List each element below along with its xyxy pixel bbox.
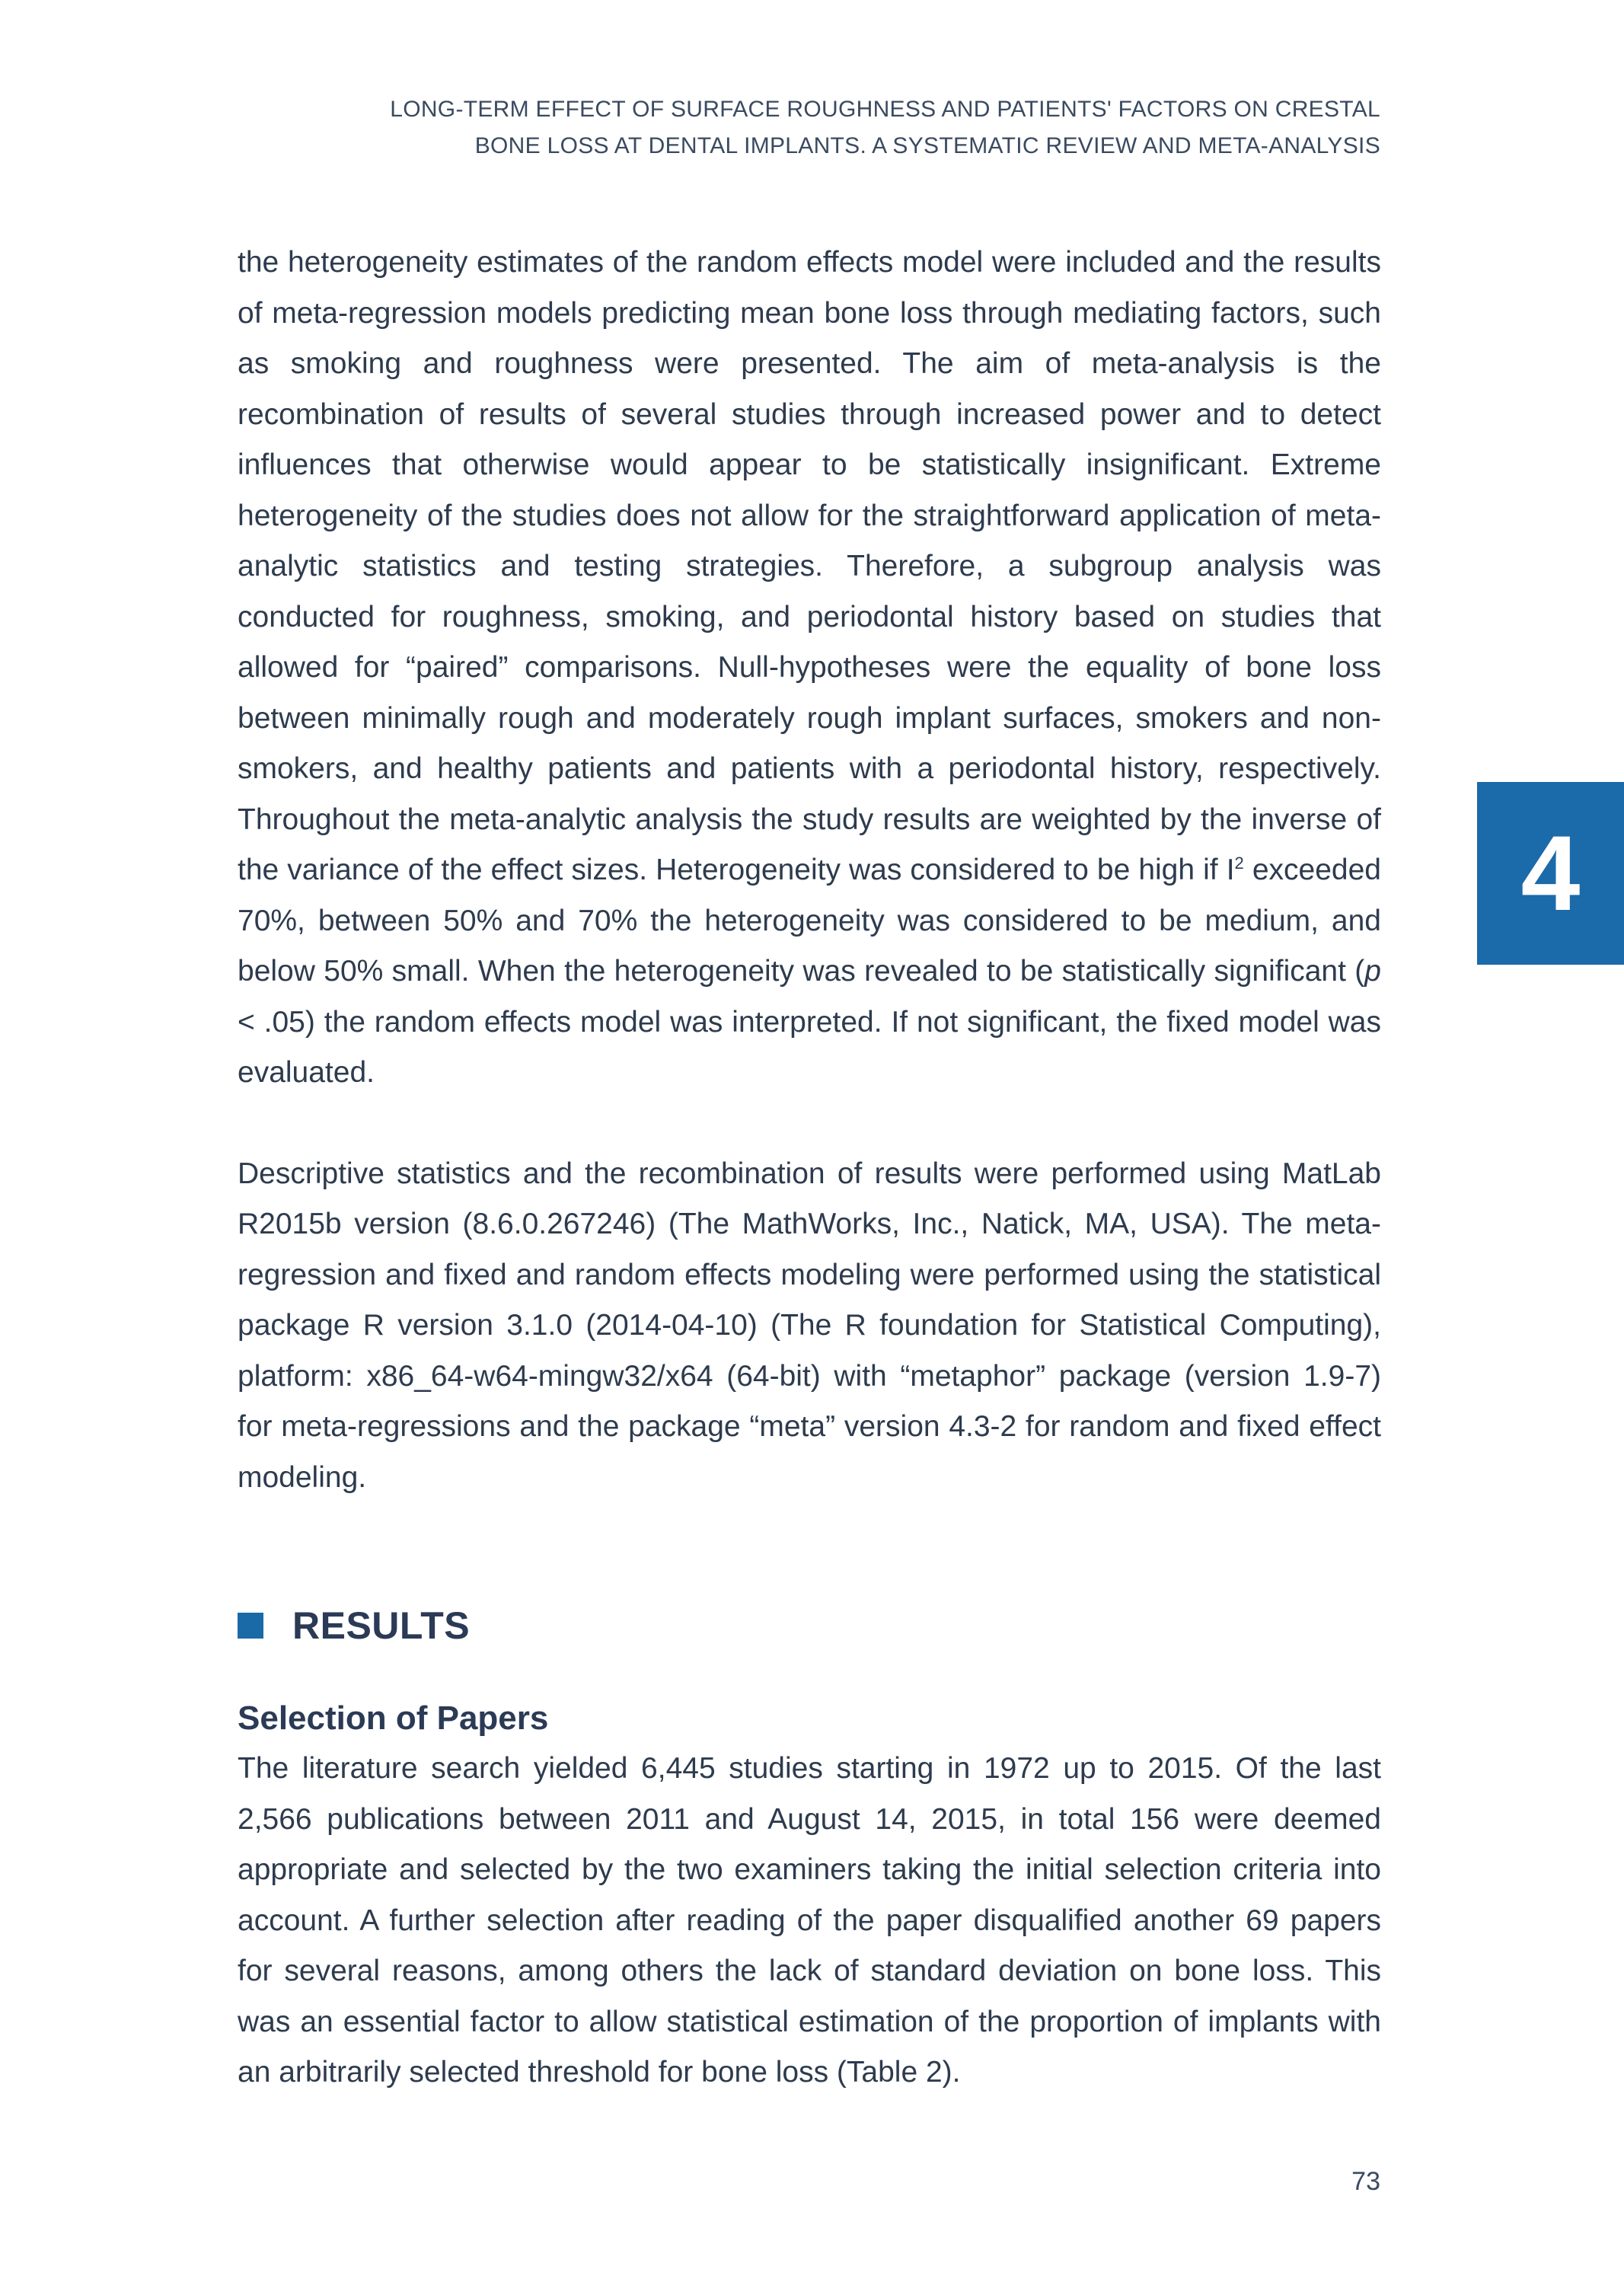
paragraph-methods-heterogeneity [238,238,1381,1099]
superscript-2: 2 [1234,854,1244,873]
running-header [162,91,1380,164]
paragraph-text: exceeded 70%, between 50% and 70% the heterogeneity was considered to be medium, and below 50% small. When the heterogeneity was revealed to be statistically significant ( [238,854,1381,988]
page-content [238,238,1381,2098]
page-number: 73 [1351,2167,1380,2196]
chapter-tab [1477,782,1624,965]
paragraph-methods-software: Descriptive statistics and the recombination of results were performed using MatLab R2015b version (8.6.0.267246) (The MathWorks, Inc., Natick, MA, USA). The meta-regression and fixed and random effects modeling were performed using the statistical package R version 3.1.0 (2014-04-10) (The R foundation for Statistical Computing), platform: x86_64-w64-mingw32/x64 (64-bit) with “metaphor” package (version 1.9-7) for meta-regressions and the package “meta” version 4.3-2 for random and fixed effect modeling. [238,1157,1381,1494]
paragraph-text: < .05) the random effects model was interpreted. If not significant, the fixed model was evaluated. [238,1005,1381,1089]
section-title: RESULTS [292,1604,471,1647]
italic-p: p [1364,955,1381,988]
running-header-line-2: BONE LOSS AT DENTAL IMPLANTS. A SYSTEMATIC REVIEW AND META-ANALYSIS [474,133,1380,158]
square-bullet-icon [238,1613,263,1639]
subheading-selection-of-papers: Selection of Papers [238,1699,549,1737]
chapter-number: 4 [1520,813,1581,933]
paragraph-selection: The literature search yielded 6,445 studies starting in 1972 up to 2015. Of the last 2,566 publications between 2011 and August 14, 2015, in total 156 were deemed appropriate and selected by the two examiners taking the initial selection criteria into account. A further selection after reading of the paper disqualified another 69 papers for several reasons, among others the lack of standard deviation on bone loss. This was an essential factor to allow statistical estimation of the proportion of implants with an arbitrarily selected threshold for bone loss (Table 2). [238,1752,1381,2089]
running-header-line-1: LONG-TERM EFFECT OF SURFACE ROUGHNESS AND PATIENTS' FACTORS ON CRESTAL [390,97,1380,122]
paragraph-text: the heterogeneity estimates of the random effects model were included and the results of meta-regression models predicting mean bone loss through mediating factors, such as smoking and roughness were presented. The aim of meta-analysis is the recombination of results of several studies through increased power and to detect influences that otherwise would appear to be statistically insignificant. Extreme heterogeneity of the studies does not allow for the straightforward application of meta-analytic statistics and testing strategies. Therefore, a subgroup analysis was conducted for roughness, smoking, and periodontal history based on studies that allowed for “paired” comparisons. Null-hypotheses were the equality of bone loss between minimally rough and moderately rough implant surfaces, smokers and non-smokers, and healthy patients and patients with a periodontal history, respectively. Throughout the meta-analytic analysis the study results are weighted by the inverse of the variance of the effect sizes. Heterogeneity was considered to be high if I [238,246,1381,886]
section-heading-results [238,1599,1381,1652]
